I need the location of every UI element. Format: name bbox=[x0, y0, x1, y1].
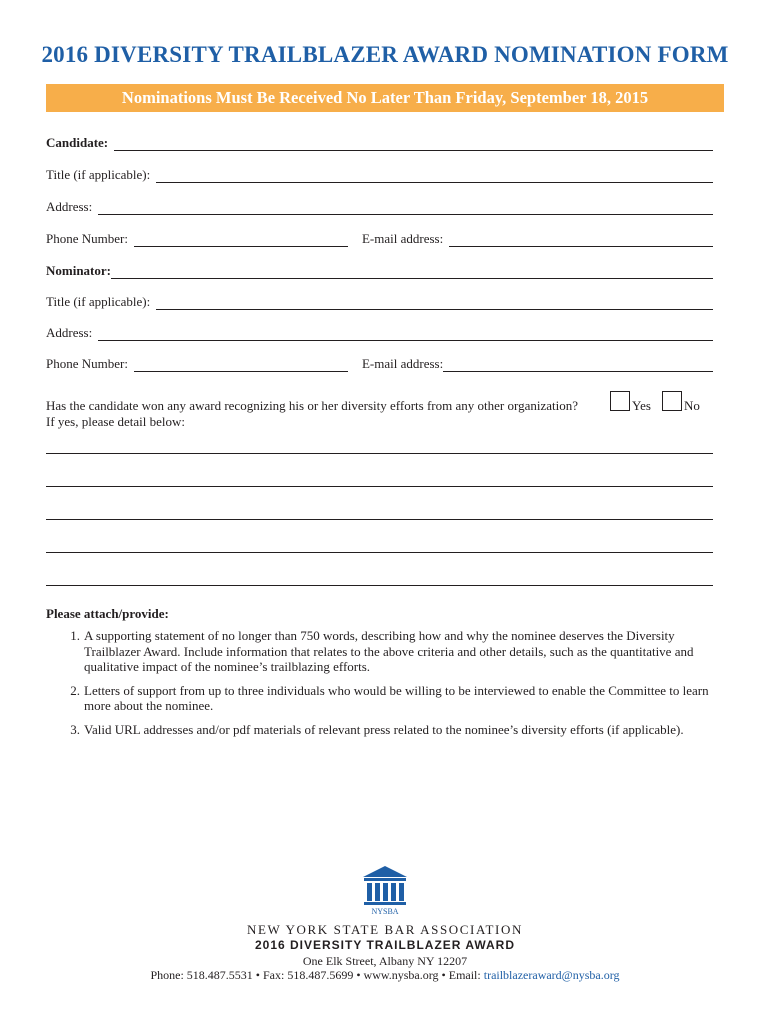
candidate-title-label: Title (if applicable): bbox=[46, 167, 151, 182]
list-item bbox=[46, 722, 718, 738]
nominator-address-field[interactable] bbox=[98, 326, 713, 341]
detail-line-5[interactable] bbox=[46, 585, 713, 586]
nominator-address-row bbox=[46, 321, 713, 341]
footer-contact-text: Phone: 518.487.5531 • Fax: 518.487.5699 • www.nysba.org • Email: bbox=[150, 968, 484, 982]
yes-label: Yes bbox=[632, 398, 651, 413]
detail-line-4[interactable] bbox=[46, 552, 713, 553]
no-label: No bbox=[684, 398, 700, 413]
nominator-phone-field[interactable] bbox=[134, 357, 348, 372]
candidate-row bbox=[46, 131, 713, 151]
list-item-number: 1. bbox=[70, 628, 80, 643]
nominator-address-label: Address: bbox=[46, 325, 93, 340]
list-item-text: Valid URL addresses and/or pdf materials of relevant press related to the nominee’s diversity efforts (if applicable). bbox=[84, 721, 684, 737]
no-checkbox[interactable] bbox=[662, 391, 682, 411]
candidate-field[interactable] bbox=[114, 136, 713, 151]
deadline-banner: Nominations Must Be Received No Later Than Friday, September 18, 2015 bbox=[46, 84, 724, 112]
list-item bbox=[46, 683, 718, 714]
nominator-field[interactable] bbox=[111, 264, 713, 279]
candidate-contact-row bbox=[46, 227, 713, 247]
list-item-text: A supporting statement of no longer than 750 words, describing how and why the nominee deserves the Diversity Trailblazer Award. Include information that relates to the above criteria and other details, such as the quantitative and qualitative impact of the nominee’s trailblazing efforts. bbox=[84, 628, 694, 674]
award-detail-prompt: If yes, please detail below: bbox=[46, 414, 185, 429]
nominator-title-label: Title (if applicable): bbox=[46, 294, 151, 309]
nominator-title-field[interactable] bbox=[156, 295, 713, 310]
candidate-label: Candidate: bbox=[46, 135, 109, 150]
award-question-text: Has the candidate won any award recognizing his or her diversity efforts from any other organization? bbox=[46, 398, 578, 413]
footer-address: One Elk Street, Albany NY 12207 bbox=[302, 954, 468, 968]
candidate-title-row bbox=[46, 163, 713, 183]
nysba-logo-icon bbox=[360, 864, 410, 916]
attach-list bbox=[46, 628, 718, 745]
nominator-email-label: E-mail address: bbox=[361, 356, 444, 371]
list-item-number: 2. bbox=[70, 682, 80, 698]
nominator-title-row bbox=[46, 290, 713, 310]
detail-line-2[interactable] bbox=[46, 486, 713, 487]
form-title: 2016 DIVERSITY TRAILBLAZER AWARD NOMINATION FORM bbox=[41, 42, 729, 67]
detail-line-3[interactable] bbox=[46, 519, 713, 520]
footer-award: 2016 DIVERSITY TRAILBLAZER AWARD bbox=[254, 938, 516, 952]
candidate-address-label: Address: bbox=[46, 199, 93, 214]
detail-line-1[interactable] bbox=[46, 453, 713, 454]
award-question bbox=[46, 398, 578, 430]
footer-contact bbox=[0, 968, 770, 983]
nominator-contact-row bbox=[46, 352, 713, 372]
candidate-email-field[interactable] bbox=[449, 232, 713, 247]
candidate-address-row bbox=[46, 195, 713, 215]
candidate-title-field[interactable] bbox=[156, 168, 713, 183]
list-item-number: 3. bbox=[70, 721, 80, 737]
nominator-phone-label: Phone Number: bbox=[46, 356, 128, 371]
candidate-email-label: E-mail address: bbox=[361, 231, 444, 246]
footer-email-link[interactable]: trailblazeraward@nysba.org bbox=[483, 968, 620, 982]
list-item bbox=[46, 628, 718, 675]
candidate-address-field[interactable] bbox=[98, 200, 713, 215]
nominator-label: Nominator: bbox=[46, 263, 111, 278]
nominator-email-field[interactable] bbox=[443, 357, 713, 372]
footer-org: NEW YORK STATE BAR ASSOCIATION bbox=[247, 922, 523, 937]
logo-text: NYSBA bbox=[371, 907, 399, 916]
candidate-phone-label: Phone Number: bbox=[46, 231, 128, 246]
nominator-row bbox=[46, 259, 713, 279]
candidate-phone-field[interactable] bbox=[134, 232, 348, 247]
list-item-text: Letters of support from up to three individuals who would be willing to be interviewed to enable the Committee to learn more about the nominee. bbox=[84, 682, 709, 713]
attach-heading: Please attach/provide: bbox=[46, 606, 169, 621]
yes-checkbox[interactable] bbox=[610, 391, 630, 411]
